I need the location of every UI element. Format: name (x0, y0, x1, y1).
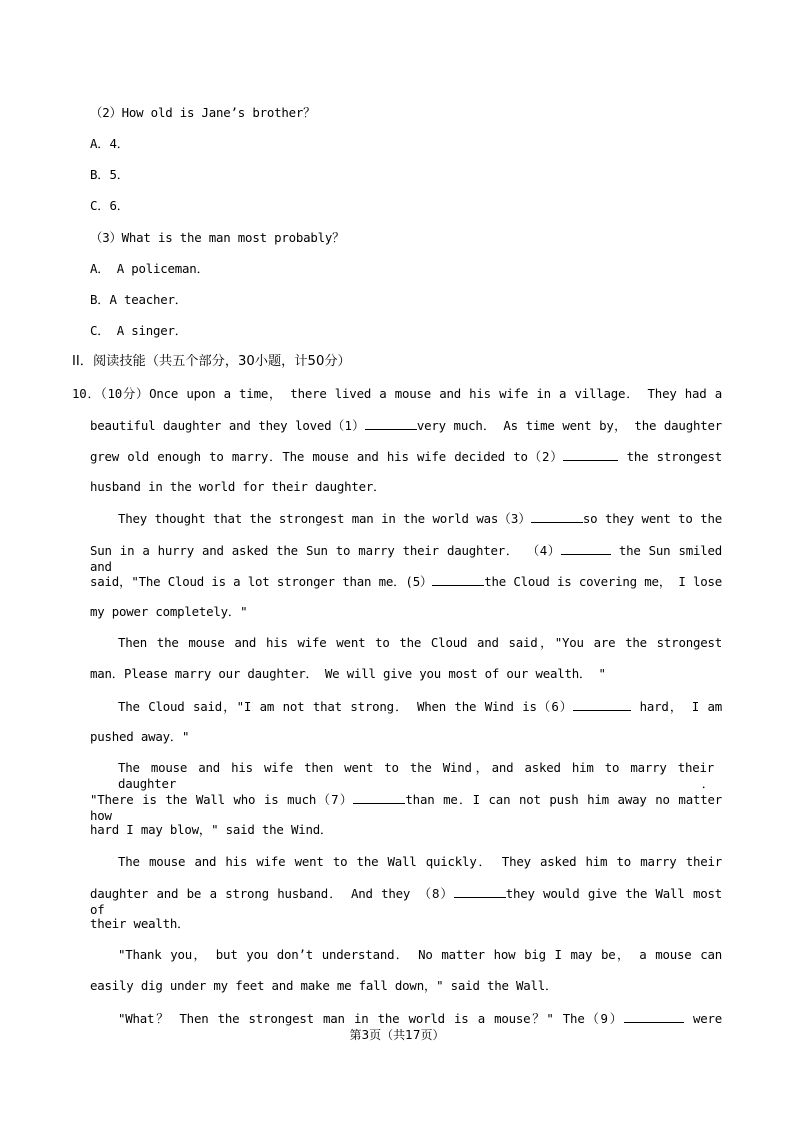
page-footer: 第3页（共17页） (349, 1028, 445, 1042)
passage-line: The mouse and his wife then went to the Wind，and asked him to marry their daughter． (118, 760, 714, 791)
passage-line: hard I may blow，" said the Wind． (90, 822, 333, 837)
passage-line: "Thank you， but you don’t understand． No matter how big I may be， a mouse can (118, 947, 722, 962)
passage-line: pushed away．" (90, 729, 190, 744)
blank-3 (531, 510, 583, 523)
question-3-option-a: A． A policeman． (90, 261, 209, 276)
section-title: II．阅读技能（共五个部分，30小题，计50分） (72, 354, 351, 369)
question-3-option-c: C． A singer． (90, 323, 187, 338)
blank-9 (624, 1010, 684, 1023)
question-2-option-a: A．4． (90, 136, 129, 151)
passage-line: man．Please marry our daughter． We will give you most of our wealth． " (90, 666, 606, 681)
blank-2 (563, 448, 618, 461)
passage-line: The Cloud said，"I am not that strong． When the Wind is（6） hard， I am (118, 699, 722, 714)
passage-line: husband in the world for their daughter． (90, 479, 386, 494)
passage-line: 10．（10分）Once upon a time， there lived a mouse and his wife in a village． They had a (72, 386, 722, 401)
question-2: （2）How old is Jane’s brother？ (90, 105, 316, 120)
passage-line: They thought that the strongest man in the world was（3） so they went to the (118, 511, 722, 526)
passage-line: "There is the Wall who is much（7） than me．I can not push him away no matter how (90, 792, 722, 823)
passage-line: daughter and be a strong husband． And they （8） they would give the Wall most of (90, 886, 722, 917)
passage-line: my power completely．" (90, 604, 248, 619)
question-3-option-b: B．A teacher． (90, 292, 187, 307)
passage-line: The mouse and his wife went to the Wall quickly． They asked him to marry their (118, 854, 722, 869)
blank-1 (365, 417, 417, 430)
passage-line: grew old enough to marry．The mouse and his wife decided to（2） the strongest (90, 449, 722, 464)
question-2-option-c: C．6． (90, 198, 129, 213)
blank-6 (573, 698, 631, 711)
passage-line: their wealth． (90, 916, 190, 931)
question-3: （3）What is the man most probably？ (90, 230, 345, 245)
question-2-option-b: B．5． (90, 167, 129, 182)
passage-line: Then the mouse and his wife went to the Cloud and said，"You are the strongest (118, 635, 722, 650)
passage-line: easily dig under my feet and make me fall down，" said the Wall． (90, 978, 558, 993)
blank-8 (454, 885, 506, 898)
blank-4 (561, 542, 611, 555)
blank-7 (353, 791, 405, 804)
blank-5 (432, 573, 484, 586)
passage-line: beautiful daughter and they loved（1） very much． As time went by， the daughter (90, 418, 722, 433)
passage-line: Sun in a hurry and asked the Sun to marry their daughter． （4） the Sun smiled and (90, 543, 722, 574)
passage-line: said，"The Cloud is a lot stronger than me．(5） the Cloud is covering me， I lose (90, 574, 723, 589)
passage-line: "What？ Then the strongest man in the world is a mouse？" The（9） were (118, 1011, 722, 1026)
